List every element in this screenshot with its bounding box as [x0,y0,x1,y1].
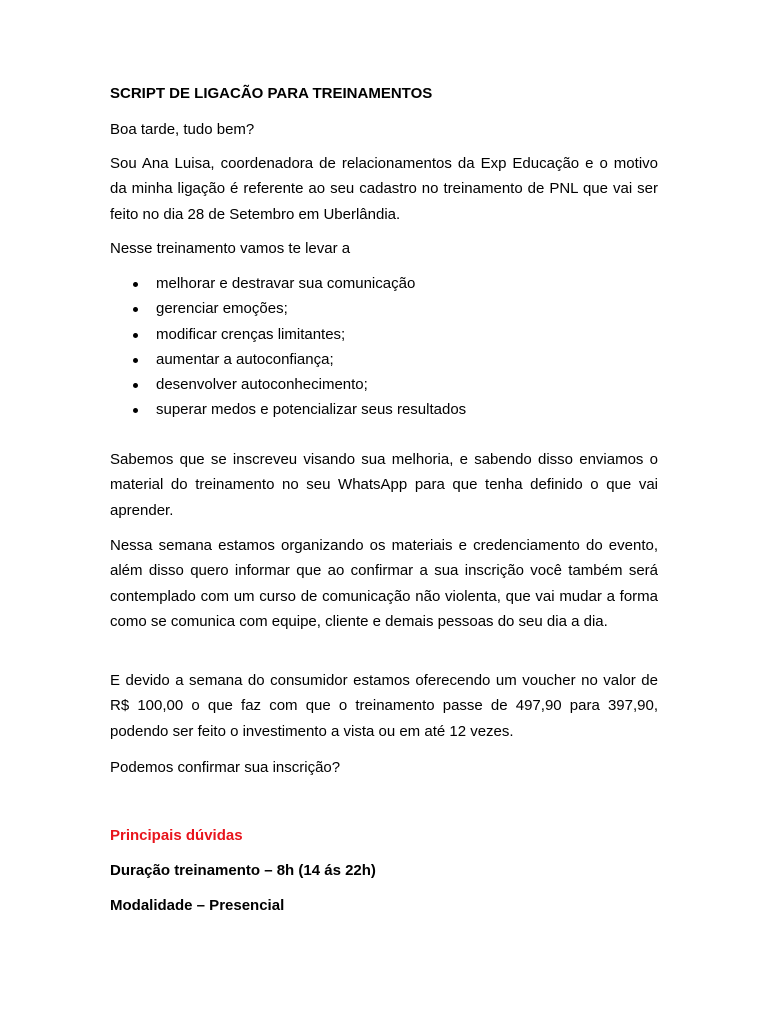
closing-question: Podemos confirmar sua inscrição? [110,759,341,776]
list-item-text: superar medos e potencializar seus resultados [156,401,467,418]
material-paragraph: Sabemos que se inscreveu visando sua melhoria, e sabendo disso enviamos o material do treinamento no seu WhatsApp para que tenha definido o que vai aprender. [110,451,658,519]
list-item-text: melhorar e destravar sua comunicação [156,275,416,292]
list-item [156,326,345,344]
list-item [156,376,368,394]
list-item [156,401,466,419]
bullet-icon [133,383,138,388]
list-item-text: gerenciar emoções; [156,300,288,317]
list-item-text: modificar crenças limitantes; [156,326,346,343]
voucher-paragraph: E devido a semana do consumidor estamos oferecendo um voucher no valor de R$ 100,00 o que faz com que o treinamento passe de 497,90 para 397,90, podendo ser feito o investimento a vista ou em até 12 vezes. [110,672,658,740]
faq-heading: Principais dúvidas [110,827,243,844]
bullet-icon [133,408,138,413]
list-item-text: aumentar a autoconfiança; [156,351,334,368]
bullet-icon [133,307,138,312]
bullet-icon [133,282,138,287]
list-item-text: desenvolver autoconhecimento; [156,376,368,393]
list-item [156,275,415,293]
week-paragraph: Nessa semana estamos organizando os materiais e credenciamento do evento, além disso quero informar que ao confirmar a sua inscrição você também será contemplado com um curso de comunicação não violenta, que vai mudar a forma como se comunica com equipe, cliente e demais pessoas do seu dia a dia. [110,537,658,630]
lead-in-text: Nesse treinamento vamos te levar a [110,240,351,257]
faq-duration: Duração treinamento – 8h (14 ás 22h) [110,862,376,879]
document-title: SCRIPT DE LIGACÃO PARA TREINAMENTOS [110,85,433,102]
greeting-text: Boa tarde, tudo bem? [110,121,255,138]
intro-paragraph: Sou Ana Luisa, coordenadora de relacionamentos da Exp Educação e o motivo da minha ligação é referente ao seu cadastro no treinamento de PNL que vai ser feito no dia 28 de Setembro em Uberlândia. [110,155,658,223]
bullet-icon [133,333,138,338]
list-item [156,351,334,369]
bullet-icon [133,358,138,363]
faq-modality: Modalidade – Presencial [110,897,285,914]
list-item [156,300,288,318]
